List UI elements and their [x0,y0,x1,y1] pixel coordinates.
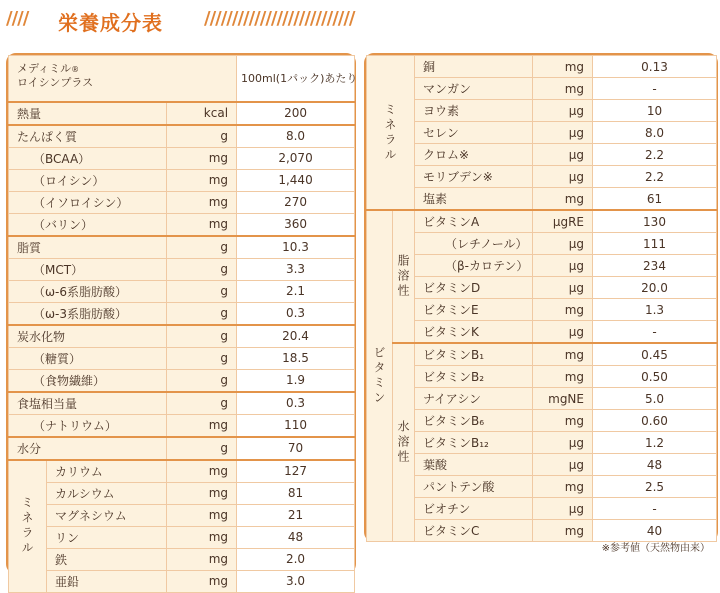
vitamin-value: 0.50 [593,366,717,388]
mineral-row [9,460,355,483]
vitamin-name: ビオチン [415,498,533,520]
mineral-name: 塩素 [415,188,533,211]
mineral-group-label: ミネラル [367,56,415,211]
nutrient-row [9,347,355,369]
nutrient-row [9,369,355,392]
nutrient-unit: g [167,369,237,392]
footnote: ※参考値（天然物由来） [601,543,710,554]
vitamin-name: ビタミンK [415,321,533,344]
vitamin-name: ビタミンB₂ [415,366,533,388]
mineral-unit: mg [167,460,237,483]
nutrient-name: （糖質） [9,347,167,369]
vitamin-unit: mgNE [533,388,593,410]
nutrient-name: （MCT） [9,258,167,280]
vitamin-row [367,255,717,277]
nutrient-name: たんぱく質 [9,125,167,148]
vitamin-name: ビタミンD [415,277,533,299]
vitamin-name: ビタミンE [415,299,533,321]
vitamin-row [367,476,717,498]
vitamin-name: ビタミンA [415,210,533,233]
registered-mark: ® [71,65,80,74]
header-slashes-left: //// [6,8,29,29]
nutrient-unit: g [167,392,237,415]
mineral-value: 10 [593,100,717,122]
mineral-unit: mg [167,548,237,570]
vitamin-unit: μg [533,454,593,476]
mineral-row [367,56,717,78]
nutrient-unit: g [167,125,237,148]
mineral-name: クロム※ [415,144,533,166]
mineral-row [9,570,355,592]
nutrient-value: 360 [237,213,355,236]
vitamin-unit: μg [533,277,593,299]
vitamin-value: 1.2 [593,432,717,454]
product-name-cell [9,56,237,102]
mineral-unit: μg [533,166,593,188]
mineral-unit: mg [167,482,237,504]
mineral-row [367,122,717,144]
vitamin-value: - [593,321,717,344]
vitamin-value: 48 [593,454,717,476]
vitamin-row [367,299,717,321]
nutrient-value: 200 [237,102,355,125]
nutrient-name: 食塩相当量 [9,392,167,415]
vitamin-row [367,277,717,299]
nutrient-row [9,169,355,191]
vitamin-row [367,210,717,233]
nutrient-row [9,191,355,213]
mineral-value: 0.13 [593,56,717,78]
nutrient-row [9,437,355,460]
nutrient-value: 10.3 [237,236,355,259]
nutrient-row [9,236,355,259]
vitamin-name: （β-カロテン） [415,255,533,277]
vitamin-value: 111 [593,233,717,255]
mineral-value: 3.0 [237,570,355,592]
nutrient-unit: mg [167,414,237,437]
mineral-unit: mg [533,188,593,211]
vitamin-unit: μg [533,233,593,255]
nutrient-value: 8.0 [237,125,355,148]
mineral-value: 127 [237,460,355,483]
nutrient-name: （BCAA） [9,147,167,169]
vitamin-name: ビタミンB₁₂ [415,432,533,454]
mineral-name: リン [47,526,167,548]
mineral-value: 8.0 [593,122,717,144]
nutrient-name: 脂質 [9,236,167,259]
nutrient-unit: g [167,236,237,259]
mineral-value: - [593,78,717,100]
mineral-unit: μg [533,100,593,122]
nutrient-name: （ロイシン） [9,169,167,191]
nutrient-unit: g [167,258,237,280]
nutrient-unit: mg [167,147,237,169]
mineral-row [9,526,355,548]
vitamin-row [367,366,717,388]
nutrient-row [9,392,355,415]
fat-soluble-label: 脂溶性 [393,210,415,343]
nutrient-value: 2,070 [237,147,355,169]
vitamin-row [367,233,717,255]
vitamin-value: 0.45 [593,343,717,366]
page-header [0,0,720,44]
nutrient-unit: g [167,347,237,369]
mineral-row [367,166,717,188]
nutrient-name: 炭水化物 [9,325,167,348]
nutrient-value: 1.9 [237,369,355,392]
nutrient-row [9,125,355,148]
nutrient-value: 110 [237,414,355,437]
vitamin-value: 130 [593,210,717,233]
mineral-name: マンガン [415,78,533,100]
nutrient-name: （ω-6系脂肪酸） [9,280,167,302]
nutrient-value: 0.3 [237,392,355,415]
vitamin-name: ナイアシン [415,388,533,410]
nutrient-name: （ω-3系脂肪酸） [9,302,167,325]
vitamin-unit: μg [533,321,593,344]
nutrient-row [9,102,355,125]
mineral-row [367,188,717,211]
nutrient-unit: g [167,437,237,460]
vitamin-unit: mg [533,410,593,432]
mineral-value: 2.0 [237,548,355,570]
vitamin-value: 2.5 [593,476,717,498]
per-serving-label: 100ml(1パック)あたり [237,56,355,102]
vitamin-row [367,388,717,410]
mineral-unit: mg [533,78,593,100]
vitamin-row [367,432,717,454]
mineral-name: カルシウム [47,482,167,504]
nutrient-value: 70 [237,437,355,460]
nutrient-value: 1,440 [237,169,355,191]
vitamin-value: 5.0 [593,388,717,410]
nutrient-name: 水分 [9,437,167,460]
page-title: 栄養成分表 [58,11,163,35]
mineral-unit: mg [167,504,237,526]
vitamin-name: ビタミンB₁ [415,343,533,366]
nutrient-value: 20.4 [237,325,355,348]
mineral-group-label: ミネラル [9,460,47,593]
mineral-name: 亜鉛 [47,570,167,592]
mineral-unit: μg [533,144,593,166]
header-slashes-right: /////////////////////////// [204,8,355,29]
mineral-value: 21 [237,504,355,526]
vitamin-value: 20.0 [593,277,717,299]
nutrient-unit: g [167,325,237,348]
mineral-value: 2.2 [593,166,717,188]
nutrient-value: 0.3 [237,302,355,325]
mineral-name: 銅 [415,56,533,78]
nutrient-unit: kcal [167,102,237,125]
mineral-row [9,482,355,504]
nutrient-row [9,302,355,325]
vitamin-row [367,454,717,476]
mineral-row [9,548,355,570]
nutrient-value: 18.5 [237,347,355,369]
left-nutrition-table [8,55,358,593]
product-header-row [9,56,355,102]
mineral-unit: μg [533,122,593,144]
vitamin-group-label: ビタミン [367,210,393,542]
water-soluble-label: 水溶性 [393,343,415,542]
nutrient-row [9,147,355,169]
vitamin-unit: mg [533,343,593,366]
vitamin-name: 葉酸 [415,454,533,476]
nutrient-unit: g [167,302,237,325]
mineral-value: 48 [237,526,355,548]
vitamin-value: - [593,498,717,520]
mineral-name: モリブデン※ [415,166,533,188]
vitamin-row [367,410,717,432]
mineral-name: セレン [415,122,533,144]
nutrient-name: （ナトリウム） [9,414,167,437]
nutrient-row [9,325,355,348]
vitamin-name: （レチノール） [415,233,533,255]
nutrient-value: 3.3 [237,258,355,280]
vitamin-unit: mg [533,366,593,388]
mineral-value: 2.2 [593,144,717,166]
mineral-row [367,78,717,100]
nutrient-row [9,213,355,236]
mineral-row [367,100,717,122]
vitamin-name: ビタミンB₆ [415,410,533,432]
vitamin-unit: mg [533,520,593,542]
nutrient-row [9,258,355,280]
vitamin-name: パントテン酸 [415,476,533,498]
nutrient-unit: g [167,280,237,302]
nutrient-name: 熱量 [9,102,167,125]
vitamin-unit: μgRE [533,210,593,233]
mineral-name: マグネシウム [47,504,167,526]
vitamin-value: 40 [593,520,717,542]
vitamin-unit: μg [533,432,593,454]
vitamin-unit: mg [533,476,593,498]
mineral-row [9,504,355,526]
vitamin-row [367,321,717,344]
nutrient-row [9,414,355,437]
mineral-name: カリウム [47,460,167,483]
vitamin-value: 0.60 [593,410,717,432]
nutrient-value: 270 [237,191,355,213]
nutrient-name: （バリン） [9,213,167,236]
mineral-value: 81 [237,482,355,504]
vitamin-value: 1.3 [593,299,717,321]
nutrient-unit: mg [167,213,237,236]
vitamin-name: ビタミンC [415,520,533,542]
nutrient-unit: mg [167,191,237,213]
mineral-value: 61 [593,188,717,211]
mineral-unit: mg [167,526,237,548]
vitamin-unit: μg [533,498,593,520]
nutrient-name: （食物繊維） [9,369,167,392]
right-nutrition-panel [364,53,718,542]
vitamin-unit: mg [533,299,593,321]
mineral-row [367,144,717,166]
mineral-name: ヨウ素 [415,100,533,122]
nutrient-value: 2.1 [237,280,355,302]
mineral-name: 鉄 [47,548,167,570]
vitamin-unit: μg [533,255,593,277]
vitamin-row [367,343,717,366]
nutrient-name: （イソロイシン） [9,191,167,213]
vitamin-row [367,498,717,520]
right-nutrition-table [366,55,717,542]
nutrient-unit: mg [167,169,237,191]
product-brand: メディミル [17,62,72,75]
mineral-unit: mg [167,570,237,592]
mineral-unit: mg [533,56,593,78]
left-nutrition-panel [6,53,358,589]
nutrient-row [9,280,355,302]
vitamin-value: 234 [593,255,717,277]
product-name: ロイシンプラス [17,76,94,89]
